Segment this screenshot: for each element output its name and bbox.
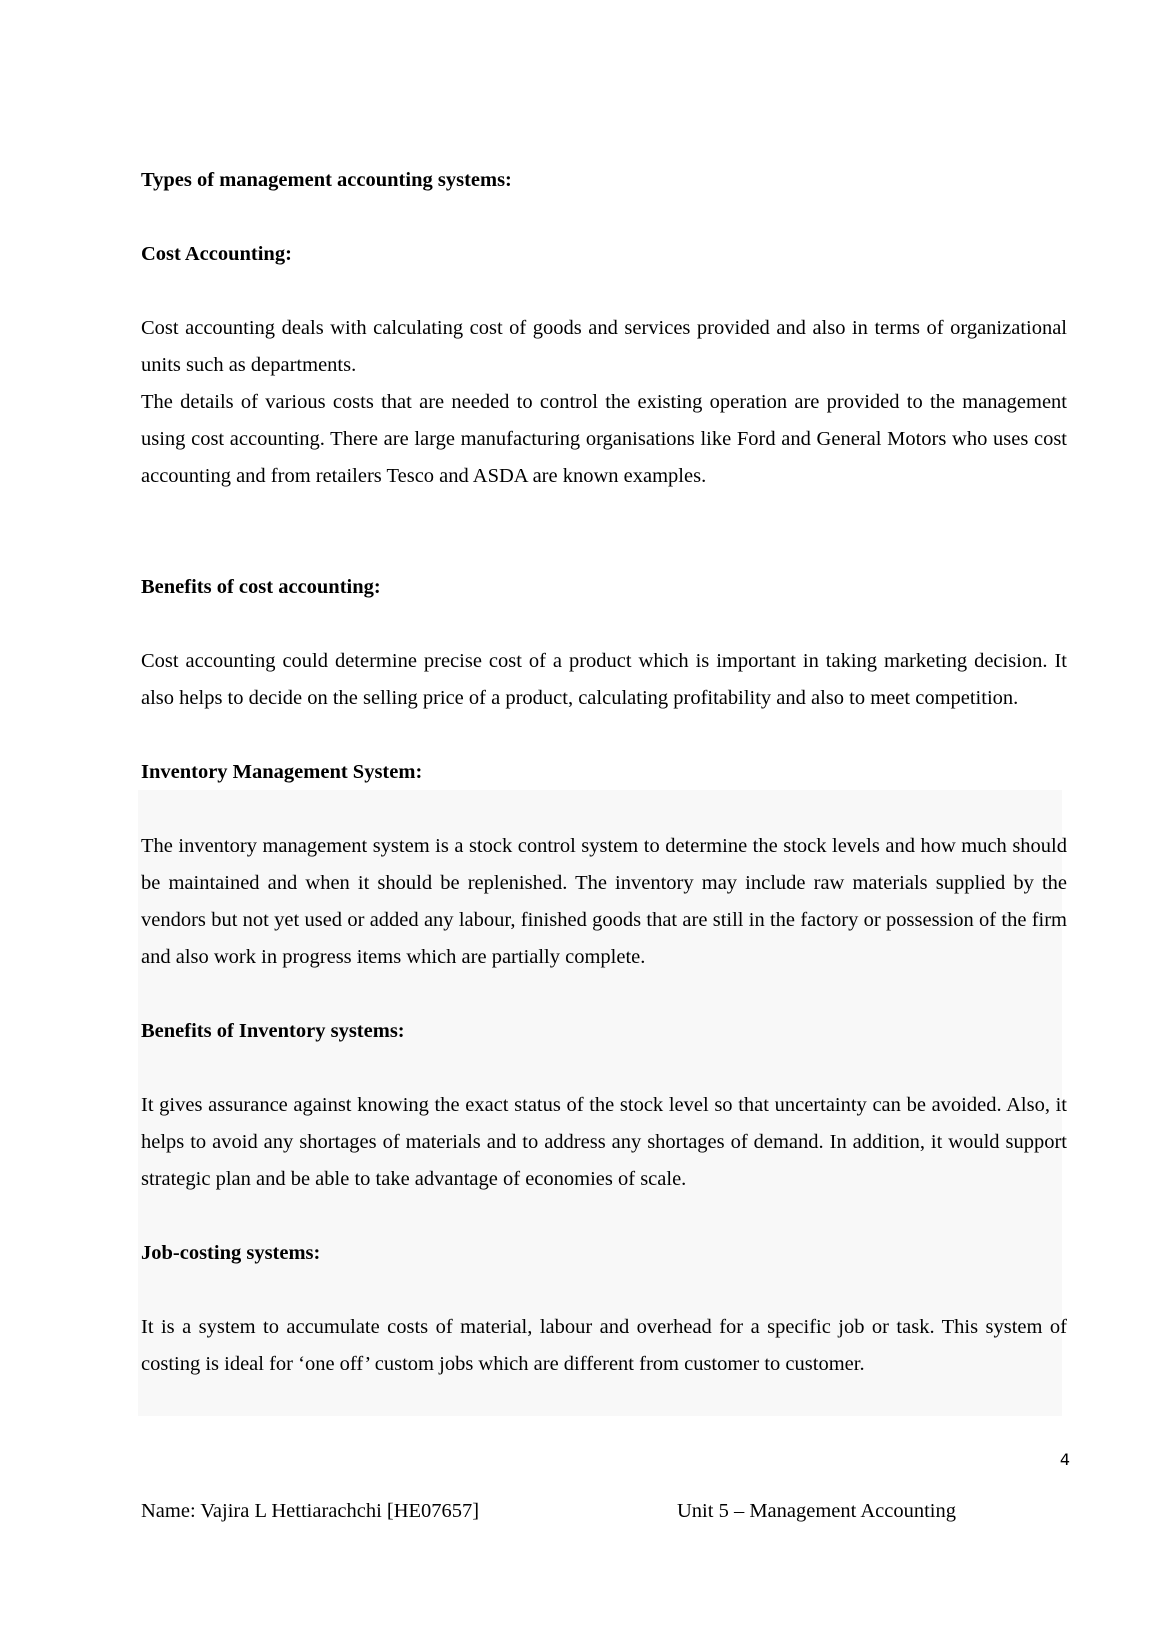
document-body — [141, 162, 1067, 1383]
page-number: 4 — [1059, 1450, 1070, 1469]
paragraph: The details of various costs that are needed to control the existing operation are provided to the management using cost accounting. There are large manufacturing organisations like Ford and General Motors who uses cost accounting and from retailers Tesco and ASDA are known examples. — [141, 391, 1067, 487]
section-heading-benefits-inventory: Benefits of Inventory systems: — [141, 1020, 405, 1042]
paragraph: Cost accounting could determine precise cost of a product which is important in taking marketing decision. It also helps to decide on the selling price of a product, calculating profitability and also to meet competition. — [141, 650, 1067, 709]
page-title: Types of management accounting systems: — [141, 169, 512, 191]
section-heading-inventory-management: Inventory Management System: — [141, 761, 423, 783]
footer-unit-title: Unit 5 – Management Accounting — [677, 1500, 956, 1522]
footer-author-name: Name: Vajira L Hettiarachchi [HE07657] — [141, 1500, 480, 1522]
paragraph: It gives assurance against knowing the exact status of the stock level so that uncertainty can be avoided. Also, it helps to avoid any shortages of materials and to address any shortages of demand. In addition, it would support strategic plan and be able to take advantage of economies of scale. — [141, 1094, 1067, 1190]
paragraph: It is a system to accumulate costs of material, labour and overhead for a specific job or task. This system of costing is ideal for ‘one off’ custom jobs which are different from customer to customer. — [141, 1316, 1067, 1375]
paragraph: Cost accounting deals with calculating cost of goods and services provided and also in terms of organizational units such as departments. — [141, 317, 1067, 376]
section-heading-cost-accounting: Cost Accounting: — [141, 243, 292, 265]
section-heading-job-costing: Job-costing systems: — [141, 1242, 321, 1264]
section-heading-benefits-cost-accounting: Benefits of cost accounting: — [141, 576, 381, 598]
paragraph: The inventory management system is a stock control system to determine the stock levels and how much should be maintained and when it should be replenished. The inventory may include raw materials supplied by the vendors but not yet used or added any labour, finished goods that are still in the factory or possession of the firm and also work in progress items which are partially complete. — [141, 835, 1067, 968]
